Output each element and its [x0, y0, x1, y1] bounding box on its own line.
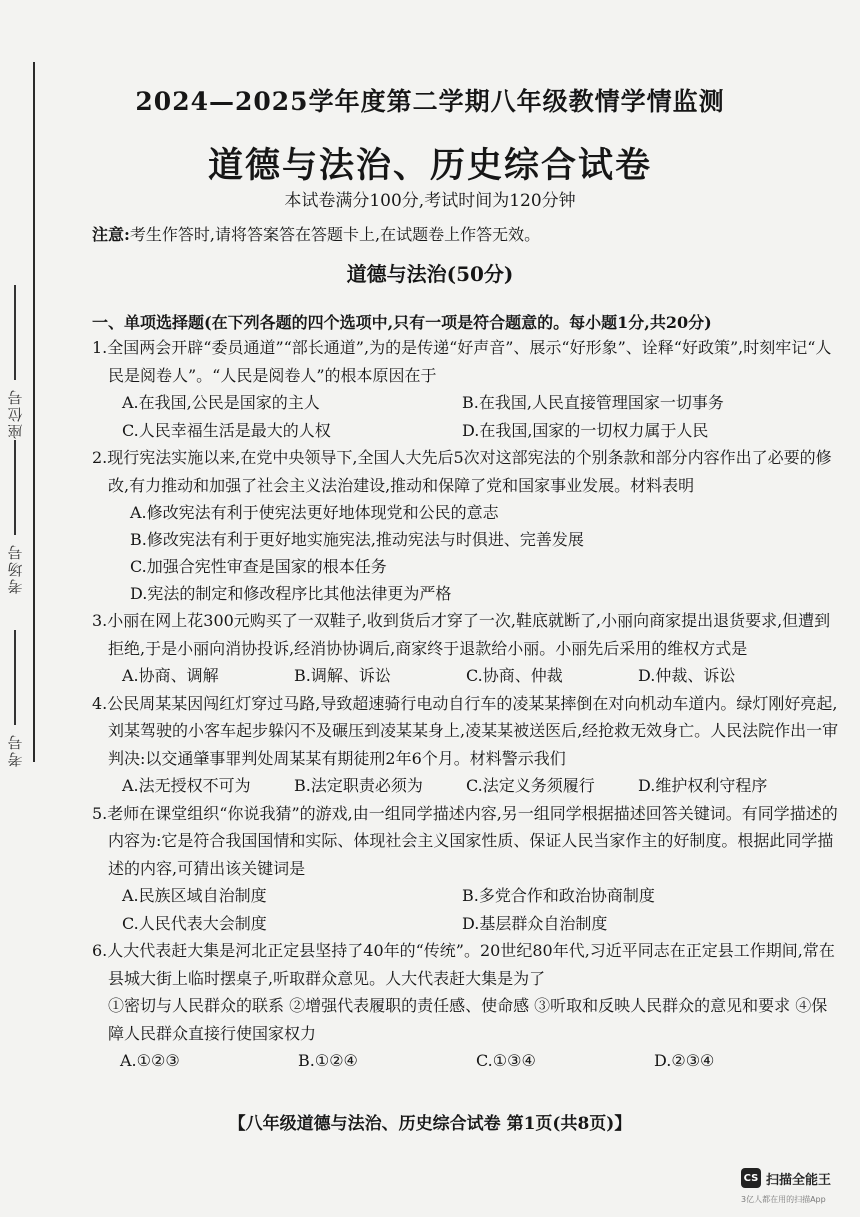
option-list: [92, 772, 842, 800]
exam-id-label: 考号: [6, 733, 25, 767]
question-stem: 5.老师在课堂组织“你说我猜”的游戏,由一组同学描述内容,另一组同学根据描述回答关键词。有同学描述的内容为:它是符合我国国情和实际、体现社会主义国家性质、保证人民当家作主的好制度。根据此同学描述的内容,可猜出该关键词是: [92, 803, 838, 878]
option-a: A.法无授权不可为: [122, 776, 251, 795]
question-5: [92, 800, 842, 938]
camscanner-logo-icon: CS: [741, 1168, 761, 1188]
paper-title: 道德与法治、历史综合试卷: [207, 145, 652, 186]
notice-label: 注意:: [92, 225, 130, 244]
question-1: [92, 334, 842, 444]
option-d: D.基层群众自治制度: [462, 913, 608, 933]
option-d: D.在我国,国家的一切权力属于人民: [462, 420, 709, 440]
notice: [92, 222, 540, 245]
scanner-tagline: 3亿人都在用的扫描App: [741, 1195, 826, 1204]
option-c: C.人民幸福生活是最大的人权: [122, 420, 331, 440]
statement-items: ①密切与人民群众的联系 ②增强代表履职的责任感、使命感 ③听取和反映人民群众的意见和要求 ④保障人民群众直接行使国家权力: [108, 996, 828, 1043]
paper-meta: 本试卷满分100分,考试时间为120分钟: [284, 191, 576, 211]
option-b: B.在我国,人民直接管理国家一切事务: [462, 393, 724, 412]
question-6: [92, 937, 842, 1075]
option-list: [92, 499, 842, 607]
option-c: C.法定义务须履行: [466, 776, 595, 795]
option-c: C.①③④: [476, 1051, 536, 1070]
scanner-name: 扫描全能王: [766, 1172, 832, 1188]
question-list: [92, 334, 842, 1075]
seat-number-field: [4, 285, 26, 439]
question-stem: 1.全国两会开辟“委员通道”“部长通道”,为的是传递“好声音”、展示“好形象”、诠释“好政策”,时刻牢记“人民是阅卷人”。“人民是阅卷人”的根本原因在于: [92, 338, 832, 385]
option-a: A.①②③: [120, 1051, 180, 1070]
question-stem: 4.公民周某某因闯红灯穿过马路,导致超速骑行电动自行车的凌某某摔倒在对向机动车道内。绿灯刚好亮起,刘某驾驶的小客车起步躲闪不及碾压到凌某某身上,凌某某被送医后,经抢救无效身亡。人民法院作出一审判决:以交通肇事罪判处周某某有期徒刑2年6个月。材料警示我们: [92, 693, 839, 768]
option-d: D.维护权利守程序: [638, 776, 768, 795]
option-a: A.协商、调解: [122, 666, 219, 685]
option-a: A.修改宪法有利于使宪法更好地体现党和公民的意志: [130, 503, 499, 522]
exam-room-label: 考场号: [6, 543, 25, 594]
scanner-watermark: [741, 1168, 831, 1188]
exam-id-field: [4, 630, 26, 767]
binding-line: [33, 62, 35, 762]
seat-number-blank: [14, 285, 16, 380]
option-d: D.仲裁、诉讼: [638, 666, 736, 685]
option-d: D.②③④: [654, 1051, 715, 1070]
option-b: B.修改宪法有利于更好地实施宪法,推动宪法与时俱进、完善发展: [130, 530, 584, 549]
option-b: B.调解、诉讼: [294, 666, 391, 685]
option-list: [92, 662, 842, 690]
exam-title: 2024—2025学年度第二学期八年级教情学情监测: [135, 87, 725, 116]
exam-room-field: [4, 440, 26, 594]
exam-id-blank: [14, 630, 16, 725]
option-a: A.民族区域自治制度: [122, 886, 267, 905]
notice-text: 考生作答时,请将答案答在答题卡上,在试题卷上作答无效。: [129, 225, 541, 244]
part-heading: 一、单项选择题(在下列各题的四个选项中,只有一项是符合题意的。每小题1分,共20分): [92, 313, 712, 332]
option-c: C.人民代表大会制度: [122, 913, 267, 933]
option-b: B.法定职责必须为: [294, 776, 423, 795]
seat-number-label: 座位号: [6, 388, 25, 439]
option-b: B.多党合作和政治协商制度: [462, 886, 655, 905]
question-stem: 6.人大代表赶大集是河北正定县坚持了40年的“传统”。20世纪80年代,习近平同志在正定县工作期间,常在县城大街上临时摆桌子,听取群众意见。人大代表赶大集是为了: [92, 941, 835, 988]
option-c: C.协商、仲裁: [466, 666, 563, 685]
option-list: [92, 389, 842, 444]
question-2: [92, 444, 842, 607]
option-list: [92, 1047, 842, 1075]
question-stem: 3.小丽在网上花300元购买了一双鞋子,收到货后才穿了一次,鞋底就断了,小丽向商家提出退货要求,但遭到拒绝,于是小丽向消协投诉,经消协协调后,商家终于退款给小丽。小丽先后采用的维权方式是: [92, 611, 831, 658]
question-3: [92, 607, 842, 690]
page-footer: 【八年级道德与法治、历史综合试卷 第1页(共8页)】: [228, 1114, 632, 1134]
section-title: 道德与法治(50分): [346, 262, 514, 286]
question-stem: 2.现行宪法实施以来,在党中央领导下,全国人大先后5次对这部宪法的个别条款和部分内容作出了必要的修改,有力推动和加强了社会主义法治建设,推动和保障了党和国家事业发展。材料表明: [92, 448, 832, 495]
option-b: B.①②④: [298, 1051, 358, 1070]
exam-room-blank: [14, 440, 16, 535]
question-4: [92, 690, 842, 800]
option-list: [92, 882, 842, 937]
option-a: A.在我国,公民是国家的主人: [122, 393, 320, 412]
option-d: D.宪法的制定和修改程序比其他法律更为严格: [130, 584, 452, 603]
option-c: C.加强合宪性审查是国家的根本任务: [130, 557, 387, 576]
